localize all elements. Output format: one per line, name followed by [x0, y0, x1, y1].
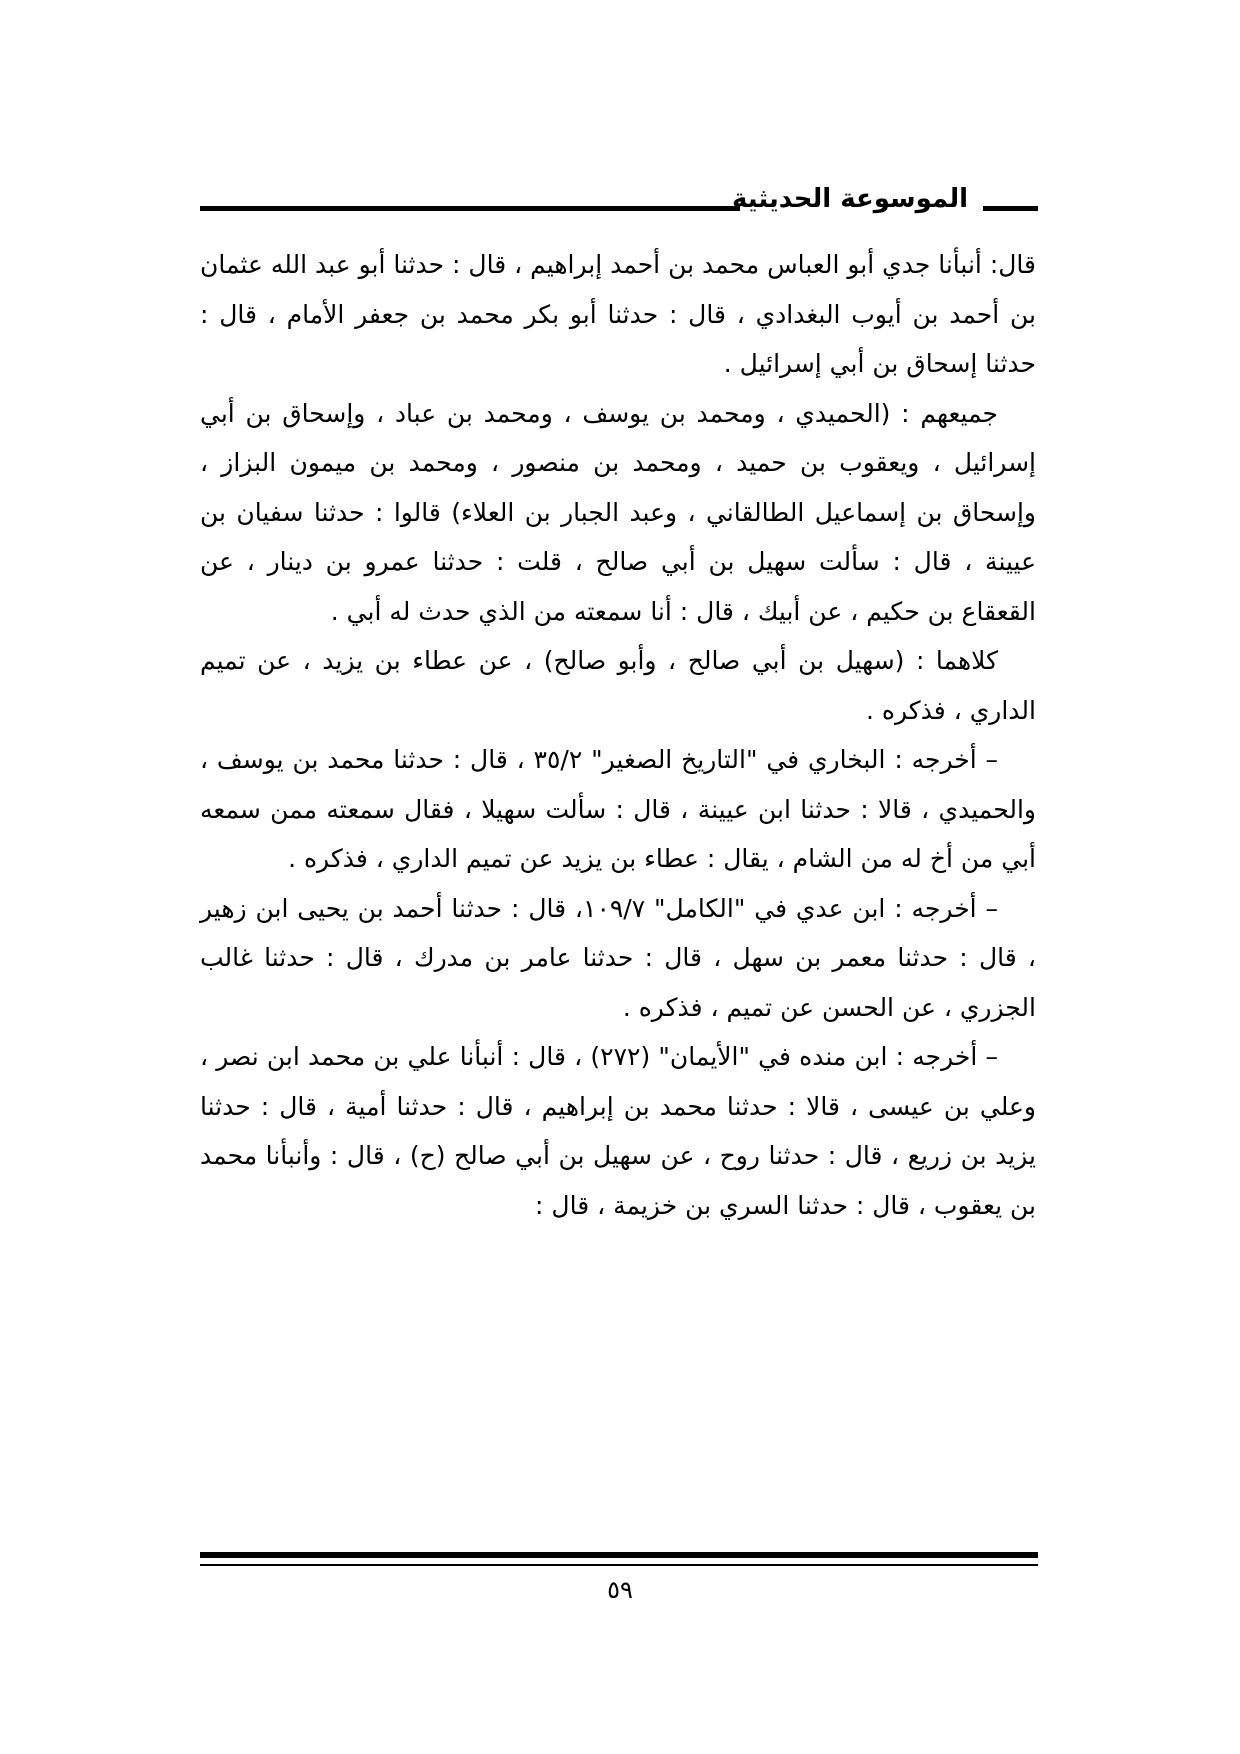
header-rule-right	[983, 206, 1038, 211]
paragraph: – أخرجه : ابن منده في "الأيمان" (٢٧٢) ، قال : أنبأنا علي بن محمد ابن نصر ، وعلي بن عيسى ، قالا : حدثنا محمد بن إبراهيم ، قال : حدثنا أمية ، قال : حدثنا يزيد بن زريع ، قال : حدثنا روح ، عن سهيل بن أبي صالح (ح) ، قال : وأنبأنا محمد بن يعقوب ، قال : حدثنا السري بن خزيمة ، قال :	[200, 1042, 1036, 1220]
paragraph: كلاهما : (سهيل بن أبي صالح ، وأبو صالح) ، عن عطاء بن يزيد ، عن تميم الداري ، فذكره .	[200, 646, 1036, 725]
paragraph: – أخرجه : البخاري في "التاريخ الصغير" ٣٥/٢ ، قال : حدثنا محمد بن يوسف ، والحميدي ، قالا : حدثنا ابن عيينة ، قال : سألت سهيلا ، فقال سمعته ممن سمعه أبي من أخ له من الشام ، يقال : عطاء بن يزيد عن تميم الداري ، فذكره .	[200, 745, 1036, 873]
page-number: ٥٩	[607, 1576, 633, 1604]
footer-rule-thick	[200, 1552, 1038, 1558]
page-body	[200, 240, 1036, 1230]
page-header	[200, 184, 1038, 228]
paragraph: – أخرجه : ابن عدي في "الكامل" ١٠٩/٧، قال : حدثنا أحمد بن يحيى ابن زهير ، قال : حدثنا معمر بن سهل ، قال : حدثنا عامر بن مدرك ، قال : حدثنا غالب الجزري ، عن الحسن عن تميم ، فذكره .	[200, 893, 1036, 1022]
running-title: الموسوعة الحديثية	[731, 184, 968, 214]
paragraph: جميعهم : (الحميدي ، ومحمد بن يوسف ، ومحمد بن عباد ، وإسحاق بن أبي إسرائيل ، ويعقوب بن حميد ، ومحمد بن منصور ، ومحمد بن ميمون البزاز ، وإسحاق بن إسماعيل الطالقاني ، وعبد الجبار بن العلاء) قالوا : حدثنا سفيان بن عيينة ، قال : سألت سهيل بن أبي صالح ، قلت : حدثنا عمرو بن دينار ، عن القعقاع بن حكيم ، عن أبيك ، قال : أنا سمعته من الذي حدث له أبي .	[200, 398, 1036, 626]
header-rule-left	[200, 206, 740, 211]
footer-rule-thin	[200, 1564, 1038, 1566]
paragraph: قال: أنبأنا جدي أبو العباس محمد بن أحمد إبراهيم ، قال : حدثنا أبو عبد الله عثمان بن أحمد بن أيوب البغدادي ، قال : حدثنا أبو بكر محمد بن جعفر الأمام ، قال : حدثنا إسحاق بن أبي إسرائيل .	[200, 250, 1036, 378]
